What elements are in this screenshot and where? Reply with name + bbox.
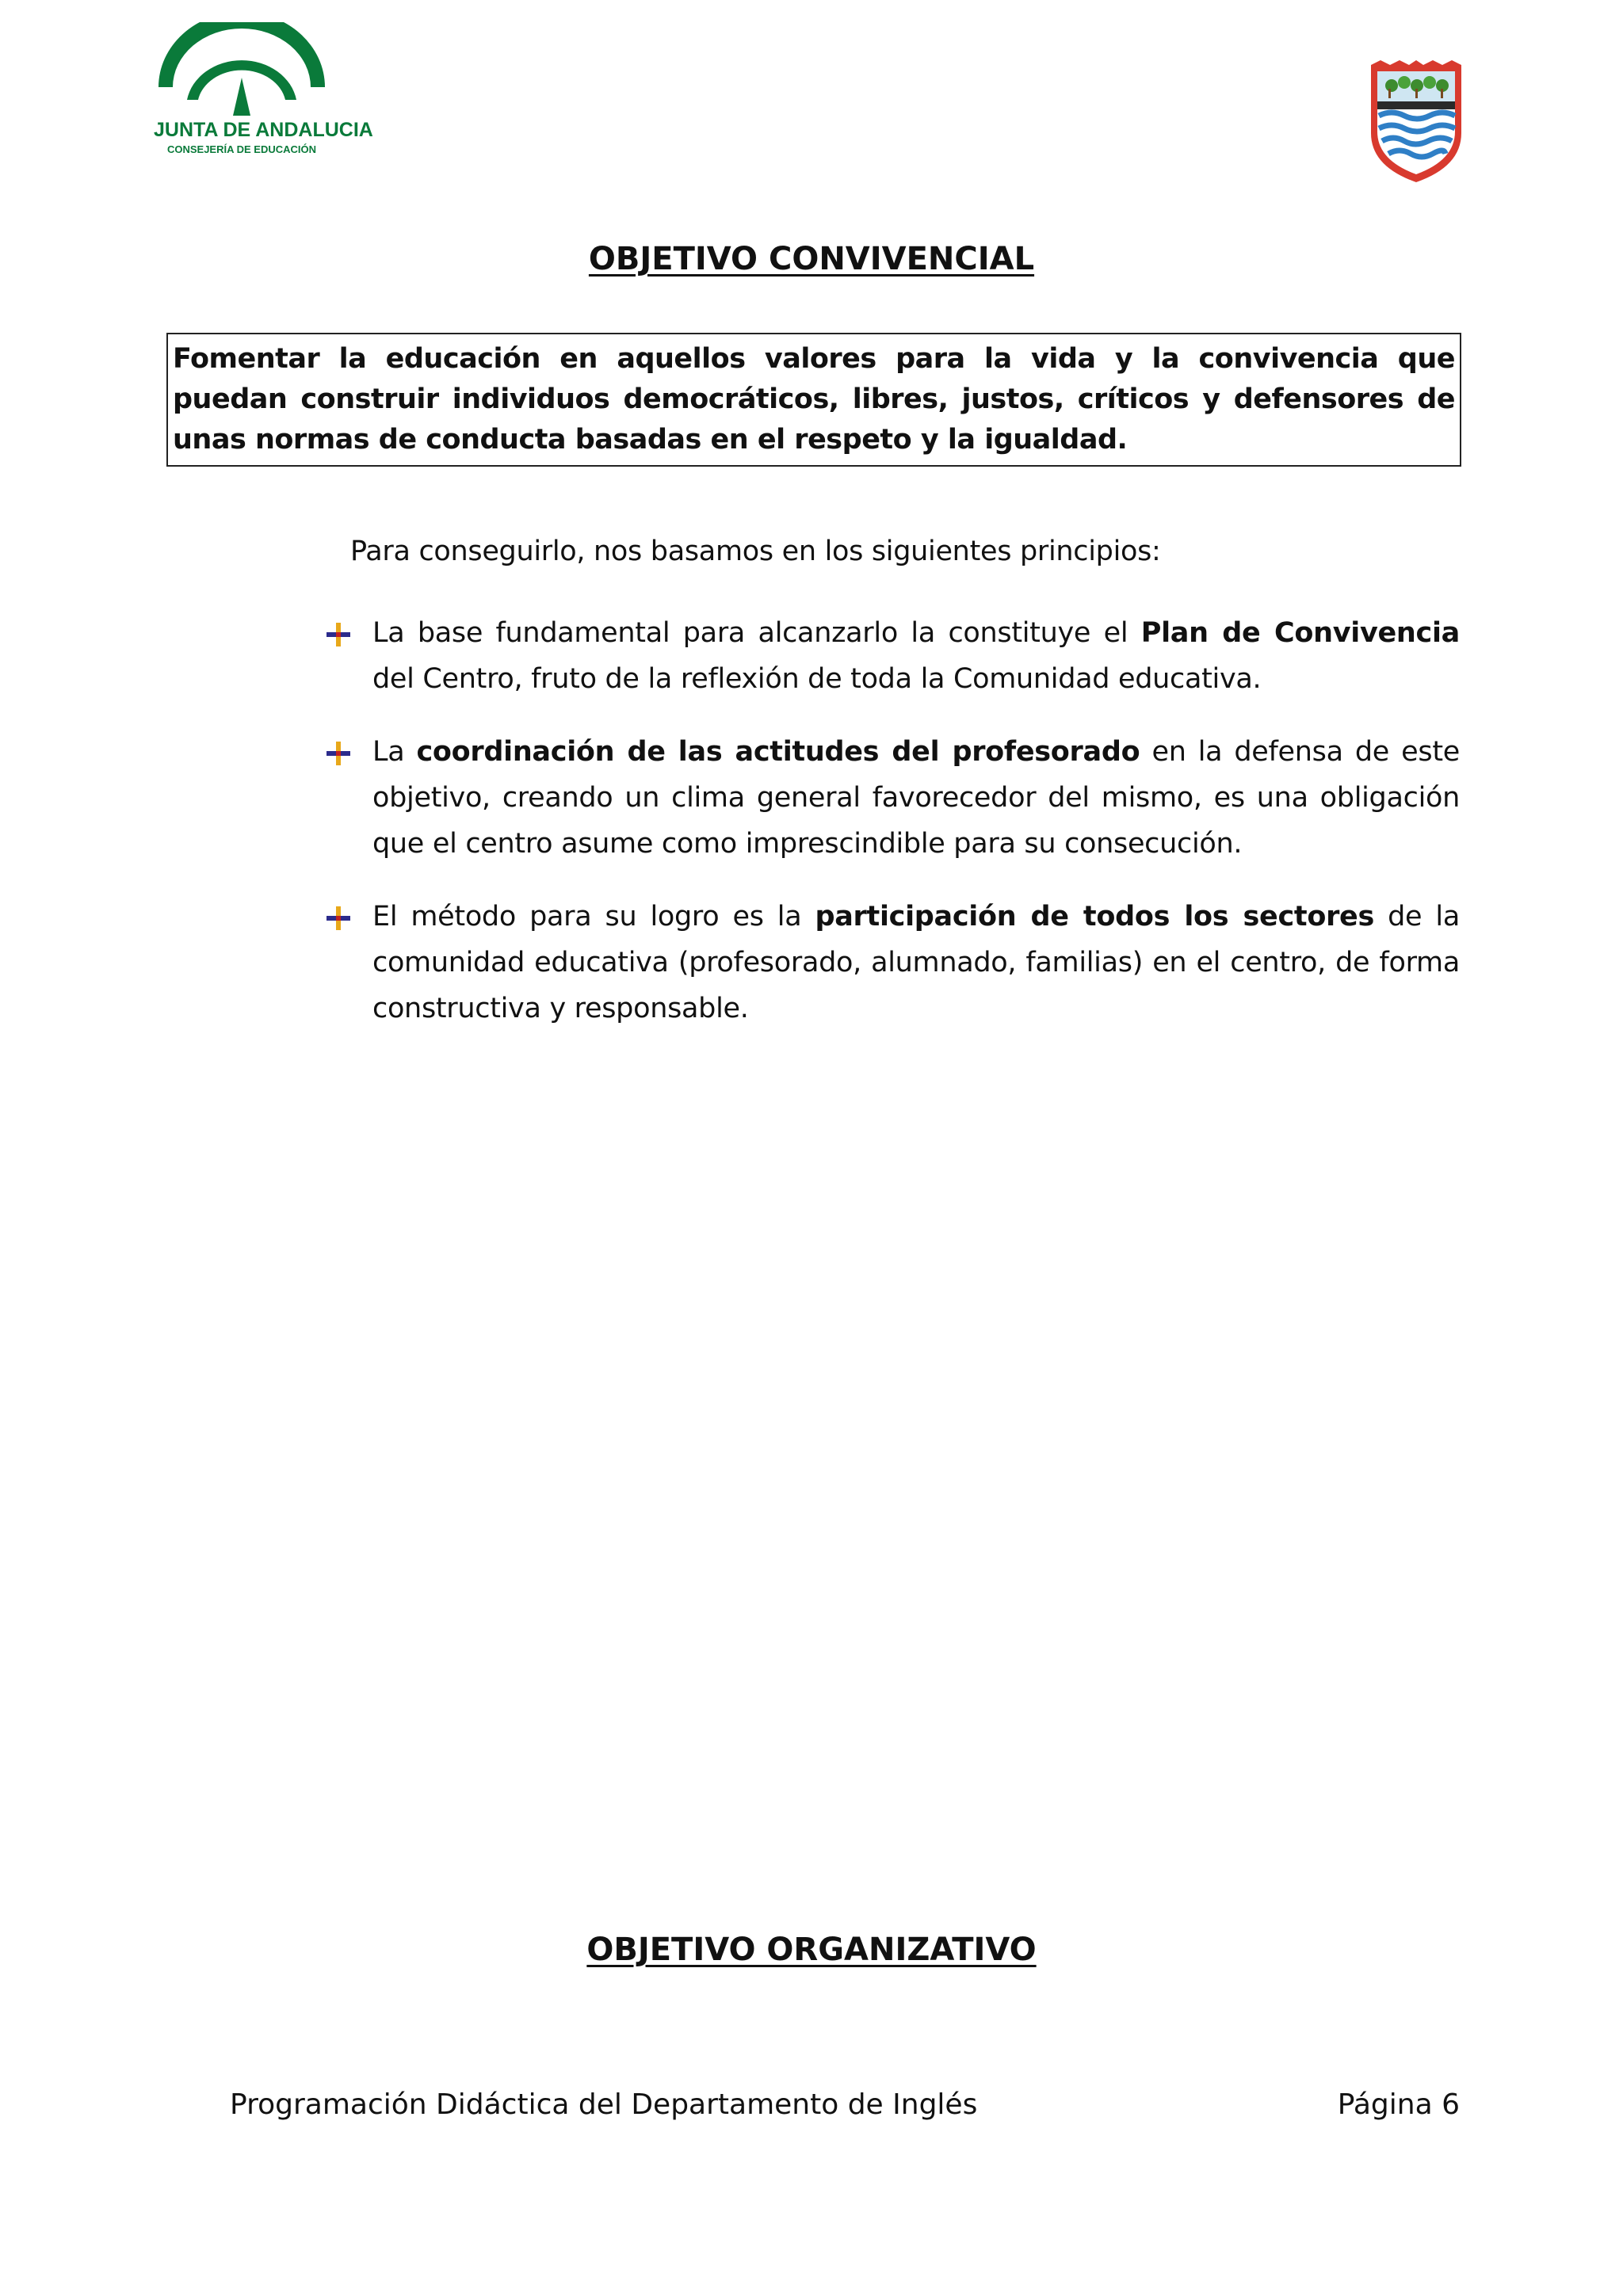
bullet-text-pre: La	[372, 736, 417, 768]
junta-andalucia-logo	[152, 22, 373, 165]
bullet-cross-icon	[325, 740, 352, 767]
junta-arch-icon	[152, 22, 331, 125]
bullet-text-pre: El método para su logro es la	[372, 901, 815, 933]
principles-list	[325, 610, 1460, 1058]
bullet-text-pre: La base fundamental para alcanzarlo la constituye el	[372, 617, 1141, 649]
bullet-text-bold: participación de todos los sectores	[815, 901, 1375, 933]
list-item	[325, 894, 1460, 1032]
section-heading-organizativo: OBJETIVO ORGANIZATIVO	[586, 1932, 1037, 1968]
footer-document-title: Programación Didáctica del Departamento de Inglés	[230, 2088, 978, 2121]
objective-box: Fomentar la educación en aquellos valores para la vida y la convivencia que puedan construir individuos democráticos, libres, justos, críticos y defensores de unas normas de conducta basadas en el respeto y la igualdad.	[166, 333, 1461, 467]
bullet-text-post: en la defensa de este objetivo, creando un clima general favorecedor del mismo, es una obligación que el centro asume como imprescindible para su consecución.	[372, 736, 1460, 860]
bullet-cross-icon	[325, 621, 352, 648]
footer-page-number: Página 6	[1337, 2088, 1460, 2121]
bullet-text-bold: coordinación de las actitudes del profesorado	[416, 736, 1140, 768]
bullet-cross-icon	[325, 905, 352, 932]
school-crest-icon	[1365, 57, 1468, 185]
logo-line-2: CONSEJERÍA DE EDUCACIÓN	[166, 143, 317, 155]
bullet-text-post: de la comunidad educativa (profesorado, alumnado, familias) en el centro, de forma constructiva y responsable.	[372, 901, 1460, 1024]
intro-text: Para conseguirlo, nos basamos en los siguientes principios:	[350, 536, 1161, 567]
bullet-text-bold: Plan de Convivencia	[1140, 617, 1460, 649]
section-heading-convivencial: OBJETIVO CONVIVENCIAL	[588, 241, 1035, 277]
list-item	[325, 610, 1460, 702]
logo-line-1: JUNTA DE ANDALUCIA	[154, 119, 373, 141]
list-item	[325, 729, 1460, 867]
bullet-text-post: del Centro, fruto de la reflexión de toda la Comunidad educativa.	[372, 663, 1262, 695]
school-crest-logo	[1365, 57, 1468, 185]
